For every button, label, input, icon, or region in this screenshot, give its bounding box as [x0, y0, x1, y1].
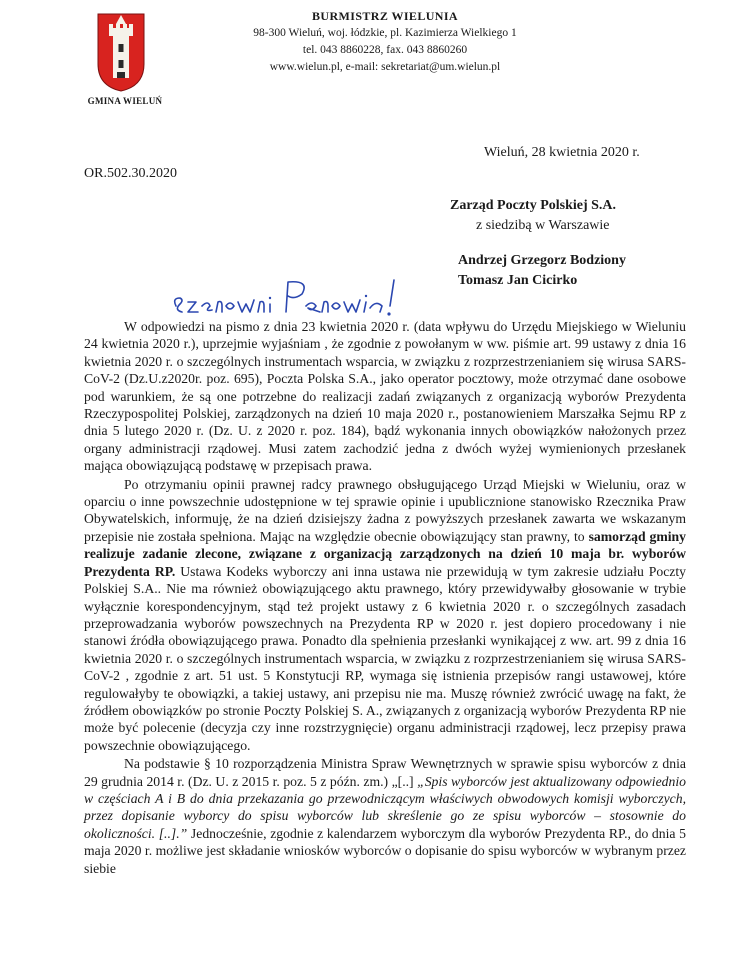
body-paragraph-3: [84, 755, 686, 877]
body-paragraph-2-text-a: Po otrzymaniu opinii prawnej radcy prawnego obsługującego Urząd Miejski w Wieluniu, oraz w oparciu o inne powszechnie udostępnione w tej sprawie opinie i upublicznione stanowisko Rzecznika Praw Obywatelskich, informuję, że na dzień dzisiejszy żadna z powyższych przesłanek zawarta we wskazanym przepisie nie została spełniona. Mając na względzie obecnie obowiązujący stan prawny, to: [84, 476, 686, 544]
letterhead-org: BURMISTRZ WIELUNIA: [311, 9, 458, 23]
letter-body: [84, 318, 686, 878]
body-paragraph-3-text-c: Jednocześnie, zgodnie z kalendarzem wyborczym dla wyborów Prezydenta RP., do dnia 5 maja 2020 r. możliwe jest składanie wniosków wyborców o dopisanie do spisu wyborców w wybranym przez siebie: [84, 825, 686, 876]
tower-crest-icon: [96, 12, 146, 92]
letterhead-address: 98-300 Wieluń, woj. łódzkie, pl. Kazimierza Wielkiego 1: [253, 27, 517, 39]
recipient-block: [450, 196, 616, 236]
recipient-name: Zarząd Poczty Polskiej S.A.: [450, 198, 617, 213]
recipient-person-2: Tomasz Jan Cicirko: [458, 273, 578, 288]
letterhead-phone: tel. 043 8860228, fax. 043 8860260: [302, 44, 468, 56]
handwritten-salutation: [170, 276, 410, 322]
letterhead-web: www.wielun.pl, e-mail: sekretariat@um.wielun.pl: [269, 61, 501, 73]
body-paragraph-1: W odpowiedzi na pismo z dnia 23 kwietnia 2020 r. (data wpływu do Urzędu Miejskiego w Wieluniu 24 kwietnia 2020 r.), uprzejmie wyjaśniam , że zgodnie z powołanym w ww. piśmie art. 99 ustawy z dnia 16 kwietnia 2020 r. o szczególnych instrumentach wsparcia, w związku z rozprzestrzenianiem się wirusa SARS-CoV-2 (Dz.U.z2020r. poz. 695), Poczta Polska S.A., jako operator pocztowy, może otrzymać dane osobowe pod warunkiem, że są one potrzebne do realizacji zadań związanych z organizacją wyborów Prezydenta Rzeczypospolitej Polskiej, zarządzonych na dzień 10 maja 2020 r., postanowieniem Marszałka Sejmu RP z dnia 5 lutego 2020 r. (Dz. U. z 2020 r. poz. 184), bądź wykonania innych obowiązków nałożonych przez organy administracji rządowej. Musi zatem zachodzić jedna z dwóch wyżej wymienionych przesłanek mająca obowiązującą podstawę w przepisach prawa.: [84, 319, 686, 474]
body-paragraph-2: [84, 476, 686, 755]
recipient-persons: [458, 251, 626, 291]
body-paragraph-2-text-c: Ustawa Kodeks wyborczy ani inna ustawa nie przewidują w tym zakresie udziału Poczty Polskiej S.A.. Nie ma również obowiązującego aktu prawnego, który przewidywałby głosowanie w trybie wyłącznie korespondencyjnym, stąd też projekt ustawy z 6 kwietnia 2020 r. o szczególnych zasadach przeprowadzania wyborów powszechnych na Prezydenta RP w 2020 r. jest dopiero procedowany i nie stanowi źródła obowiązującego prawa. Ponadto dla spełnienia przesłanki wynikającej z ww. art. 99 z dnia 16 kwietnia 2020 r. o szczególnych instrumentach wsparcia, w związku z rozprzestrzenianiem się wirusa SARS-CoV-2 , zgodnie z art. 51 ust. 5 Konstytucji RP, wymaga się istnienia przepisów rangi ustawowej, które regulowałyby te obowiązki, a takiej ustawy, ani przepisu nie ma. Muszę również zwrócić uwagę na fakt, że źródłem obowiązków po stronie Poczty Polskiej S. A., związanych z organizacją wyborów Prezydenta RP nie może być polecenie (decyzja czy inne rozstrzygnięcie) organu administracji rządowej, lecz przepisy prawa powszechnie obowiązującego.: [84, 563, 686, 753]
body-paragraph-2-bold: samorząd gminy realizuje zadanie zlecone, związane z organizacją zarządzonych na dzień 10 maja br. wyborów Prezydenta RP.: [84, 528, 687, 579]
crest-caption: GMINA WIELUŃ: [87, 96, 163, 106]
reference-number: OR.502.30.2020: [84, 166, 177, 181]
body-paragraph-3-quote: „Spis wyborców jest aktualizowany odpowiednio w częściach A i B do dnia przekazania go przewodniczącym właściwych obwodowych komisji wyborczych, przez dopisanie wyborcy do spisu wyborców lub skreślenie go ze spisu wyborców – stosownie do okoliczności. [..].”: [84, 773, 687, 841]
recipient-person-1: Andrzej Grzegorz Bodziony: [458, 253, 626, 268]
body-paragraph-3-text-a: Na podstawie § 10 rozporządzenia Ministra Spraw Wewnętrznych w sprawie spisu wyborców z dnia 29 grudnia 2014 r. (Dz. U. z 2015 r. poz. 5 z późn. zm.) „[..]: [84, 756, 686, 789]
letter-date: Wieluń, 28 kwietnia 2020 r.: [484, 145, 640, 160]
letterhead: [170, 8, 600, 76]
recipient-seat: z siedzibą w Warszawie: [476, 218, 610, 233]
